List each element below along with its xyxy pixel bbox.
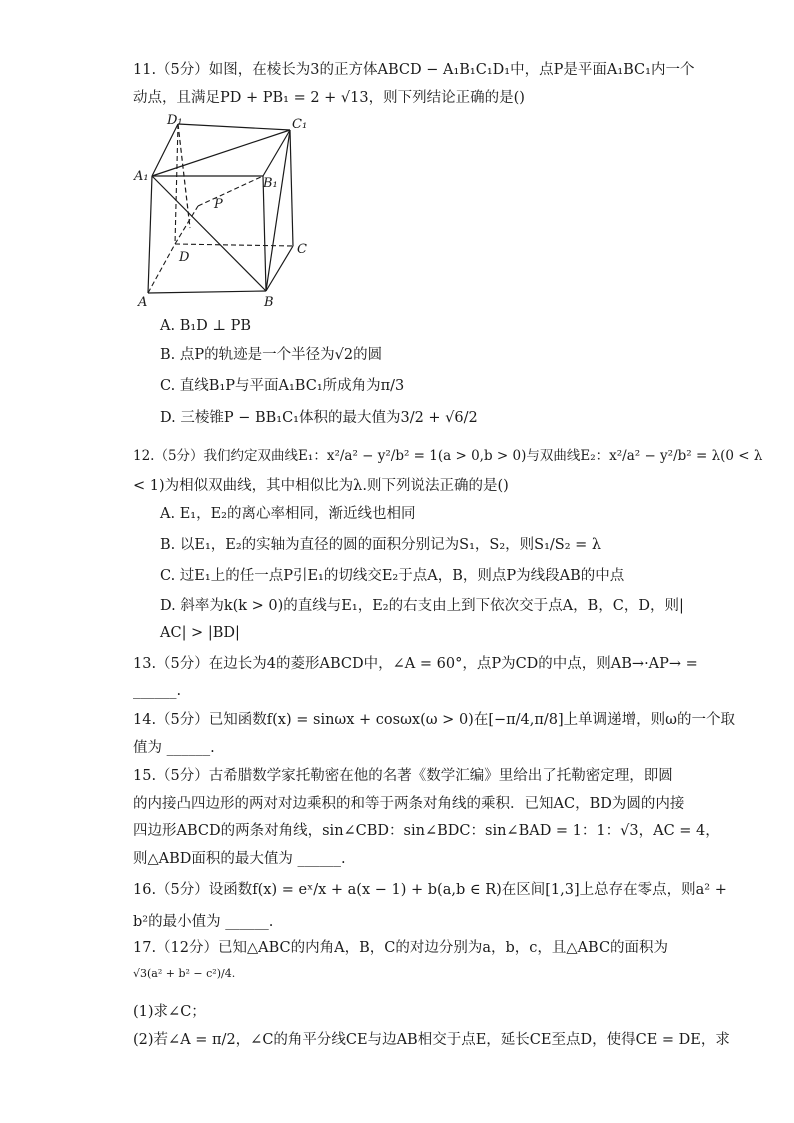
q13-line-2: ______.: [133, 683, 182, 699]
q15-line-3: 四边形ABCD的两条对角线，sin∠CBD：sin∠BDC：sin∠BAD = 1：1：√3，AC = 4，: [133, 823, 720, 839]
q15-line-2: 的内接凸四边形的两对对边乘积的和等于两条对角线的乘积．已知AC，BD为圆的内接: [133, 796, 685, 812]
edge-BC1: [266, 130, 290, 291]
q12-option-b: B. 以E₁，E₂的实轴为直径的圆的面积分别记为S₁，S₂，则S₁/S₂ = λ: [160, 537, 602, 553]
q14-line-2: 值为 ______.: [133, 740, 215, 756]
label-B: B: [264, 295, 274, 310]
edge-DC: [175, 244, 293, 246]
q17-line-3: (1)求∠C；: [133, 1004, 206, 1020]
q12-option-c: C. 过E₁上的任一点P引E₁的切线交E₂于点A，B，则点P为线段AB的中点: [160, 568, 625, 584]
edge-AB: [148, 291, 266, 293]
q11-option-b: B. 点P的轨迹是一个半径为√2的圆: [160, 347, 383, 363]
q12-line-2: < 1)为相似双曲线，其中相似比为λ.则下列说法正确的是(): [133, 478, 509, 494]
q16-line-1: 16.（5分）设函数f(x) = eˣ/x + a(x − 1) + b(a,b ∈ R)在区间[1,3]上总存在零点，则a² +: [133, 882, 727, 898]
edge-D1D: [175, 124, 178, 244]
q17-line-2: √3(a² + b² − c²)/4.: [133, 967, 236, 980]
label-A1: A₁: [134, 169, 149, 184]
q17-line-1: 17.（12分）已知△ABC的内角A，B，C的对边分别为a，b，c，且△ABC的面积为: [133, 940, 669, 956]
label-D1: D₁: [167, 113, 183, 128]
q11-option-a: A. B₁D ⊥ PB: [160, 318, 252, 334]
edge-BC: [266, 246, 293, 291]
q11-option-d: D. 三棱锥P − BB₁C₁体积的最大值为3/2 + √6/2: [160, 410, 478, 426]
label-A: A: [138, 295, 148, 310]
edge-A1B: [152, 176, 266, 291]
q11-line-1: 11.（5分）如图，在棱长为3的正方体ABCD − A₁B₁C₁D₁中，点P是平面A₁BC₁内一个: [133, 62, 695, 78]
q12-option-d: D. 斜率为k(k > 0)的直线与E₁，E₂的右支由上到下依次交于点A，B，C，D，则|: [160, 598, 684, 614]
q14-line-1: 14.（5分）已知函数f(x) = sinωx + cosωx(ω > 0)在[−π/4,π/8]上单调递增，则ω的一个取: [133, 712, 735, 728]
q11-line-2: 动点，且满足PD + PB₁ = 2 + √13，则下列结论正确的是(): [133, 90, 525, 106]
edge-A1A: [148, 176, 152, 293]
edge-C1C: [290, 130, 293, 246]
cube-figure: [130, 110, 330, 310]
q13-line-1: 13.（5分）在边长为4的菱形ABCD中，∠A = 60°，点P为CD的中点，则AB→·AP→ =: [133, 656, 698, 672]
label-P: P: [214, 197, 223, 212]
q16-line-2: b²的最小值为 ______.: [133, 914, 274, 930]
q11-option-c: C. 直线B₁P与平面A₁BC₁所成角为π/3: [160, 378, 405, 394]
label-C1: C₁: [292, 117, 308, 132]
edge-PB1: [198, 176, 263, 206]
q12-option-d-cont: AC| > |BD|: [160, 625, 240, 641]
edge-AD: [148, 244, 175, 293]
q12-line-1: 12.（5分）我们约定双曲线E₁：x²/a² − y²/b² = 1(a > 0,b > 0)与双曲线E₂：x²/a² − y²/b² = λ(0 < λ: [133, 448, 763, 464]
edge-D1C1: [178, 124, 290, 130]
edge-B1C1: [263, 130, 290, 176]
q15-line-4: 则△ABD面积的最大值为 ______.: [133, 851, 346, 867]
q15-line-1: 15.（5分）古希腊数学家托勒密在他的名著《数学汇编》里给出了托勒密定理，即圆: [133, 768, 673, 784]
edge-B1B: [263, 176, 266, 291]
q12-option-a: A. E₁，E₂的离心率相同，渐近线也相同: [160, 506, 416, 522]
q17-line-4: (2)若∠A = π/2，∠C的角平分线CE与边AB相交于点E，延长CE至点D，使得CE = DE，求: [133, 1032, 730, 1048]
edge-A1C1: [152, 130, 290, 176]
label-D: D: [179, 250, 190, 265]
edge-DP: [175, 206, 198, 244]
label-C: C: [297, 242, 307, 257]
label-B1: B₁: [263, 176, 278, 191]
